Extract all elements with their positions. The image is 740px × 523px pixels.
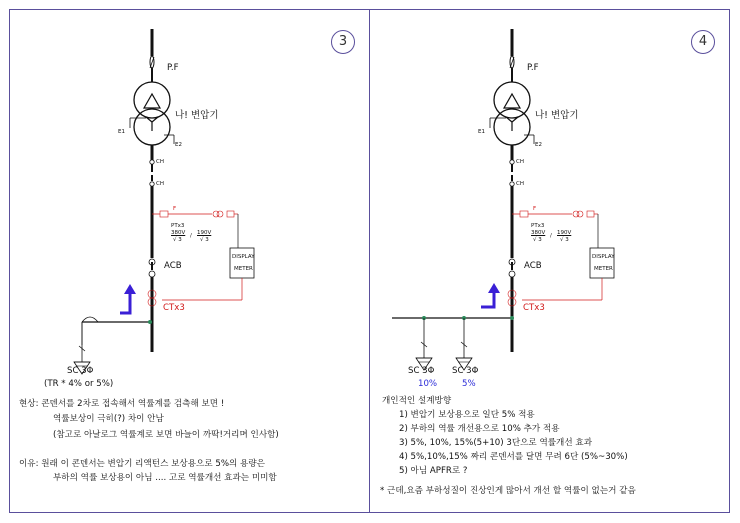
sc-note: (TR * 4% or 5%) <box>44 379 114 389</box>
ptx3-label: PTx3 <box>171 223 185 229</box>
acb-label: ACB <box>524 261 542 271</box>
ch-label-upper: CH <box>516 159 524 165</box>
display-meter-bottom: METER <box>234 266 253 272</box>
panel-number-badge: 3 <box>331 30 355 54</box>
ctx3-label: CTx3 <box>163 303 185 313</box>
display-meter-top: DISPLAY <box>592 254 615 260</box>
sc-label: SC 3Φ <box>67 366 94 376</box>
sc2-label: SC 3Φ <box>452 366 479 376</box>
sc1-label: SC 3Φ <box>408 366 435 376</box>
ctx3-label: CTx3 <box>523 303 545 313</box>
panel-number-badge: 4 <box>691 30 715 54</box>
direction-item-2: 2) 부하의 역률 개선용으로 10% 추가 적용 <box>399 424 560 434</box>
observation-line-1: 현상: 콘덴서를 2차로 접속해서 역률계를 검측해 보면 ! <box>19 399 225 409</box>
e1-label: E1 <box>478 129 485 135</box>
pt-slash: / <box>190 233 192 239</box>
e2-label: E2 <box>535 142 542 148</box>
reason-line-1: 이유: 원래 이 콘덴서는 변압기 리액턴스 보상용으로 5%의 용량은 <box>19 459 265 469</box>
pt-primary-voltage: 380V <box>171 230 186 236</box>
pf-label: P.F <box>527 63 539 73</box>
ptx3-label: PTx3 <box>531 223 545 229</box>
direction-title: 개인적인 설계방향 <box>382 396 452 406</box>
e1-label: E1 <box>118 129 125 135</box>
reason-line-2: 부하의 역률 보상용이 아님 .... 고로 역률개선 효과는 미미함 <box>53 473 277 483</box>
pt-root-secondary: √ 3 <box>200 237 209 243</box>
sc1-value: 10% <box>418 379 438 389</box>
pt-root-primary: √ 3 <box>173 237 182 243</box>
footnote: * 근데,요즘 부하성질이 진상인게 많아서 개선 할 역률이 없는거 같음 <box>380 486 636 496</box>
transformer-label: 나! 변압기 <box>175 110 219 121</box>
display-meter-bottom: METER <box>594 266 613 272</box>
ch-label-lower: CH <box>156 181 164 187</box>
acb-label: ACB <box>164 261 182 271</box>
direction-item-4: 4) 5%,10%,15% 짜리 콘덴서를 달면 무려 6단 (5%~30%) <box>399 452 628 462</box>
fuse-f-label: F <box>533 206 537 212</box>
display-meter-top: DISPLAY <box>232 254 255 260</box>
observation-line-2: 역률보상이 극히(?) 차이 안남 <box>53 414 164 424</box>
pt-secondary-voltage: 190V <box>557 230 572 236</box>
pt-secondary-voltage: 190V <box>197 230 212 236</box>
observation-line-3: (참고로 아날로그 역률계로 보면 바늘이 까딱!거리며 인사함) <box>53 430 279 440</box>
ch-label-upper: CH <box>156 159 164 165</box>
pf-label: P.F <box>167 63 179 73</box>
direction-item-3: 3) 5%, 10%, 15%(5+10) 3단으로 역률개선 효과 <box>399 438 593 448</box>
sc2-value: 5% <box>462 379 476 389</box>
transformer-label: 나! 변압기 <box>535 110 579 121</box>
pt-root-secondary: √ 3 <box>560 237 569 243</box>
e2-label: E2 <box>175 142 182 148</box>
pt-root-primary: √ 3 <box>533 237 542 243</box>
direction-item-1: 1) 변압기 보상용으로 일단 5% 적용 <box>399 410 535 420</box>
direction-item-5: 5) 아님 APFR로 ? <box>399 466 468 476</box>
pt-primary-voltage: 380V <box>531 230 546 236</box>
fuse-f-label: F <box>173 206 177 212</box>
pt-slash: / <box>550 233 552 239</box>
ch-label-lower: CH <box>516 181 524 187</box>
